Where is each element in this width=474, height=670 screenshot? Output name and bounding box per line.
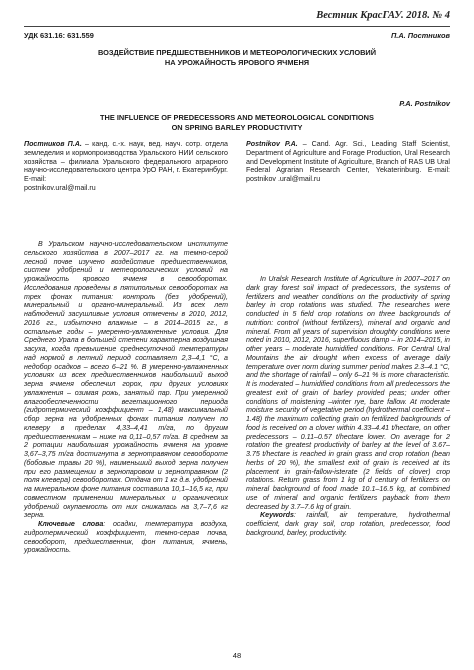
article-title-ru: ВОЗДЕЙСТВИЕ ПРЕДШЕСТВЕННИКОВ И МЕТЕОРОЛОГИЧЕСКИХ УСЛОВИЙ НА УРОЖАЙНОСТЬ ЯРОВОГО ЯЧМЕНЯ xyxy=(97,48,377,67)
author-short-ru: П.А. Постников xyxy=(390,31,450,40)
affiliation-en xyxy=(246,140,450,184)
affiliation-ru-text: – канд. с.-х. наук, вед. науч. сотр. отдела земледелия и кормопроизводства Уральского НИИ сельского хозяйства – филиала Уральского федерального аграрного научно-исследовательского центра УрО РАН, г. Екатеринбург. E-mail: xyxy=(24,140,228,183)
keywords-ru xyxy=(24,520,228,555)
keywords-ru-label: Ключевые слова xyxy=(38,520,104,528)
abstract-en-text: In Uralsk Research Institute of Agriculture in 2007–2017 on dark gray forest soil impact of predecessors, the systems of fertilizers and weather conditions on the productivity of spring barley in crop rotations was studied. The researches were conducted in 5 field crop rotations on three backgrounds of nutrition: control (without fertilizers), mineral and organic and mineral. From all years of supervision droughty conditions were noted in 2010, 2012, 2016, superfluous damp – in 2014–2015, in other years – moderate humidified conditions. For Central Ural Mountains the air drought when excess of average daily temperature over norm during summer period makes 2.3–4.1 °C, and the shortage of rainfall – only 6–21 % is more characteristic. It is moderated – humidified conditions from all predecessors the greatest exit of grain of barley provided peas; under other conditions of moistening –winter rye, bare fallow. At moderate moisture security of vegetative period (hydrothermal coefficient – 1.48) the maximum collecting grain on fertilized backgrounds of food is received on a clover within 4.33–4.41 t/hectare, on other predecessors – 0.11–0.57 t/hectare lower. On average for 2 rotation the greatest productivity of barley at the level of 3.67–3.75 t/hectare is reached in grain grass and crop rotation (bean herbs of 20 %), the smallest exit of grain is received at its placement in grain-fallow-isterate (2 fields of clover) crop rotations. Return grass from 1 kg of d century of fertilizers on mineral background of food made 10.1–16.5 kg, at combined use of mineral and organic fertilizers payback from them decreased by 3.7–7.6 kg of grain. xyxy=(246,275,450,511)
journal-running-header: Вестник КрасГАУ. 2018. № 4 xyxy=(316,10,450,21)
keywords-en xyxy=(246,511,450,537)
abstract-ru-text: В Уральском научно-исследовательском институте сельского хозяйства в 2007–2017 гг. на темно-серой лесной почве изучено воздействие предшественников, систем удобрений и метеорологических условий на урожайность ярового ячменя в севооборотах. Исследования проведены в пятипольных севооборотах на трех фонах питания: контроль (без удобрений), минеральный и органо-минеральный. Из всех лет наблюдений засушливые условия отмечены в 2010, 2012, 2016 гг., избыточно влажные – в 2014–2015 гг., в остальные годы – умеренно-увлажненные условия. Для Среднего Урала в большей степени характерна воздушная засуха, когда превышение среднесуточной температуры над нормой в летний период составляет 2,3–4,1 °С, а недобор осадков – всего 6–21 %. В умеренно-увлажненных условиях из всех предшественников наибольший выход зерна ячменя обеспечил горох, при других условиях увлажнения – озимая рожь, занятый пар. При умеренной влагообеспеченности вегетационного периода (гидротермический коэффициент – 1,48) максимальный сбор зерна на удобренных фонах питания получен по клеверу в пределах 4,33–4,41 т/га, по другим предшественникам – ниже на 0,11–0,57 т/га. В среднем за 2 ротации наибольшая урожайность ячменя на уровне 3,67–3,75 т/га достигнута в зернотравяном севообороте (бобовые травы 20 %), наименьший выход зерна получен при его размещении в зернопаровом и зернотравяном (2 поля клевера) севооборотах. Отдача от 1 кг д.в. удобрений на минеральном фоне питания составила 10,1–16,5 кг, при совместном применении минеральных и органических удобрений окупаемость от них снижалась на 3,7–7,6 кг зерна. xyxy=(24,240,228,520)
affiliation-en-name: Postnikov P.A. xyxy=(246,140,298,148)
keywords-ru-text: : осадки, температура воздуха, гидротермический коэффициент, темно-серая почва, севооборот, предшественник, фон питания, ячмень, урожайность. xyxy=(24,520,228,555)
header-divider xyxy=(24,26,450,27)
author-short-en: P.A. Postnikov xyxy=(399,99,450,108)
page-number: 48 xyxy=(232,651,242,660)
affiliation-ru-name: Постников П.А. xyxy=(24,140,82,148)
abstract-ru xyxy=(24,240,228,555)
abstract-en xyxy=(246,275,450,538)
udk-code: УДК 631.16: 631.559 xyxy=(24,31,94,40)
affiliation-ru-email: postnikov.ural@mail.ru xyxy=(24,183,96,192)
article-title-en: THE INFLUENCE OF PREDECESSORS AND METEOROLOGICAL CONDITIONS ON SPRING BARLEY PRODUCTIVITY xyxy=(100,113,374,132)
affiliation-ru xyxy=(24,140,228,193)
keywords-en-label: Keywords xyxy=(260,511,294,520)
affiliation-en-text: – Cand. Agr. Sci., Leading Staff Scientist, Department of Agriculture and Forage Production, Ural Research and Development Institute of Agriculture, Branch of RAS UB Ural Federal Agrarian Research Center, Yekaterinburg. E-mail: postnikov .ural@mail.ru xyxy=(246,140,450,183)
keywords-en-text: : rainfall, air temperature, hydrothermal coefficient, dark gray soil, crop rotation, predecessor, food background, barley, productivity. xyxy=(246,511,450,537)
